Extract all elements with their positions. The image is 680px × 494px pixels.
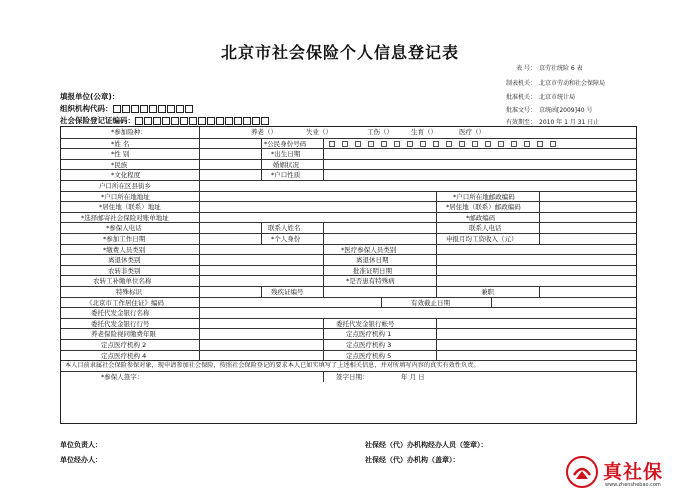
contact-name-label: 联系人姓名	[268, 224, 301, 233]
table-row	[61, 371, 636, 383]
retire-type-label: 离退休类别	[108, 256, 141, 265]
medical-type-label: *医疗参保人员类别	[341, 245, 397, 254]
residence-postcode-label: *居住地（联系）邮政编码	[446, 203, 521, 212]
logo-text: 真社保	[603, 461, 664, 483]
work-permit-label: 《北京市工作居住证》编码	[86, 298, 164, 307]
logo-emblem-icon	[565, 455, 599, 489]
agency-seal-label: 社保经（代）办机构（盖章）：	[365, 456, 460, 464]
sign-date-label: 签字日期：	[336, 372, 369, 381]
retire-date-label: 离退休日期	[356, 256, 389, 265]
insurance-type-label: *参加险种：	[111, 128, 147, 136]
unit-handler-label: 单位经办人：	[60, 456, 102, 464]
bank-name-label: 委托代发金银行名称	[91, 309, 150, 318]
table-row	[61, 127, 636, 138]
ethnicity-label: *民族	[111, 160, 128, 169]
logo-url: www.zhenshebao.com	[605, 482, 661, 488]
hospital-5-label: 定点医疗机构 5	[346, 351, 392, 360]
meta-approver: 批准机关： 北京市统计局	[505, 94, 576, 101]
disability-no-label: 残疾证编号	[271, 288, 304, 296]
pension-years-label: 养老保险视同缴费年限	[91, 330, 156, 339]
birth-date-label: *出生日期	[271, 150, 301, 159]
brand-logo	[565, 455, 675, 491]
hukou-address-label: *户口所在地地址	[101, 192, 150, 201]
hospital-2-label: 定点医疗机构 2	[101, 341, 147, 349]
mail-address-label: *选择邮寄社会保险对账单地址	[81, 213, 169, 222]
signature-label[interactable]: *参保人签字：	[101, 372, 144, 381]
declaration-text: 本人目前隶属社会保险参保对象，现申请参加社会保险，按照社会保险登记的要求本人已如实填写了上述相关信息，并对所填写内容的真实有效性负责。	[65, 362, 480, 370]
reg-no-field[interactable]: 社会保险登记证编码：	[60, 115, 270, 126]
name-label: *姓 名	[111, 139, 130, 148]
special-flag-label: 特殊标识	[116, 288, 142, 296]
meta-approval-no: 批准文号： 京统函[2009]40 号	[505, 107, 593, 114]
hukou-district-label: 户口所在区县街乡	[99, 182, 151, 190]
agency-staff-label: 社保经（代）办机构经办人员（签章）：	[365, 441, 488, 449]
special-disease-label: *是否患有特殊病	[346, 277, 395, 286]
meta-issuer: 制表机关： 北京市劳动和社会保障局	[505, 80, 606, 87]
contact-phone-label: 联系人电话	[469, 224, 502, 233]
hospital-4-label: 定点医疗机构 4	[101, 351, 147, 360]
pension-checkbox[interactable]: 养老（）	[251, 128, 277, 136]
medical-checkbox[interactable]: 医疗（）	[459, 128, 485, 136]
hospital-3-label: 定点医疗机构 3	[346, 341, 392, 349]
work-date-label: *参加工作日期	[103, 235, 146, 243]
hukou-postcode-label: *户口所在地邮政编码	[453, 192, 515, 201]
gender-label: *性 别	[111, 150, 130, 159]
farmer-type-label: 农转非类别	[108, 266, 141, 275]
hukou-nature-label: *户口性质	[271, 171, 301, 180]
supplement-unit-label: 农转工补缴单位名称	[93, 277, 152, 286]
hospital-1-label: 定点医疗机构 1	[346, 330, 392, 339]
marital-label: 婚姻状况	[273, 160, 299, 169]
monthly-wage-label: 申报月均工资收入（元）	[446, 235, 518, 243]
mail-postcode-label: *邮政编码	[466, 213, 496, 222]
part-time-label: 兼职	[481, 288, 494, 296]
unemployment-checkbox[interactable]: 失业（）	[306, 128, 332, 136]
id-number-label: *公民身份号码	[264, 139, 307, 148]
meta-valid-until: 有效期至： 2010 年 1 月 31 日止	[505, 119, 600, 126]
bank-account-label: 委托代发金银行帐号	[336, 319, 395, 328]
payer-type-label: *缴费人员类别	[103, 245, 146, 254]
page-title: 北京市社会保险个人信息登记表	[220, 43, 459, 62]
phone-label: *参保人电话	[106, 224, 142, 233]
personal-status-label: *个人身份	[271, 235, 301, 243]
sign-date-field[interactable]: 年 月 日	[401, 372, 425, 381]
education-label: *文化程度	[111, 171, 141, 180]
registration-table	[60, 126, 637, 424]
injury-checkbox[interactable]: 工伤（）	[367, 128, 393, 136]
bank-code-label: 委托代发金银行行号	[91, 319, 150, 328]
residence-address-label: *居住地（联系）地址	[99, 203, 161, 212]
valid-until-label: 有效截止日期	[411, 298, 450, 307]
unit-head-label: 单位负责人：	[60, 441, 102, 449]
maternity-checkbox[interactable]: 生育（）	[411, 128, 437, 136]
org-code-field[interactable]: 组织机构代码：	[60, 103, 194, 114]
approval-date-label: 批准证明日期	[353, 266, 392, 275]
unit-label: 填报单位(公章)：	[60, 92, 120, 101]
meta-form-no: 表 号： 京劳社统险 6 表	[516, 65, 583, 72]
